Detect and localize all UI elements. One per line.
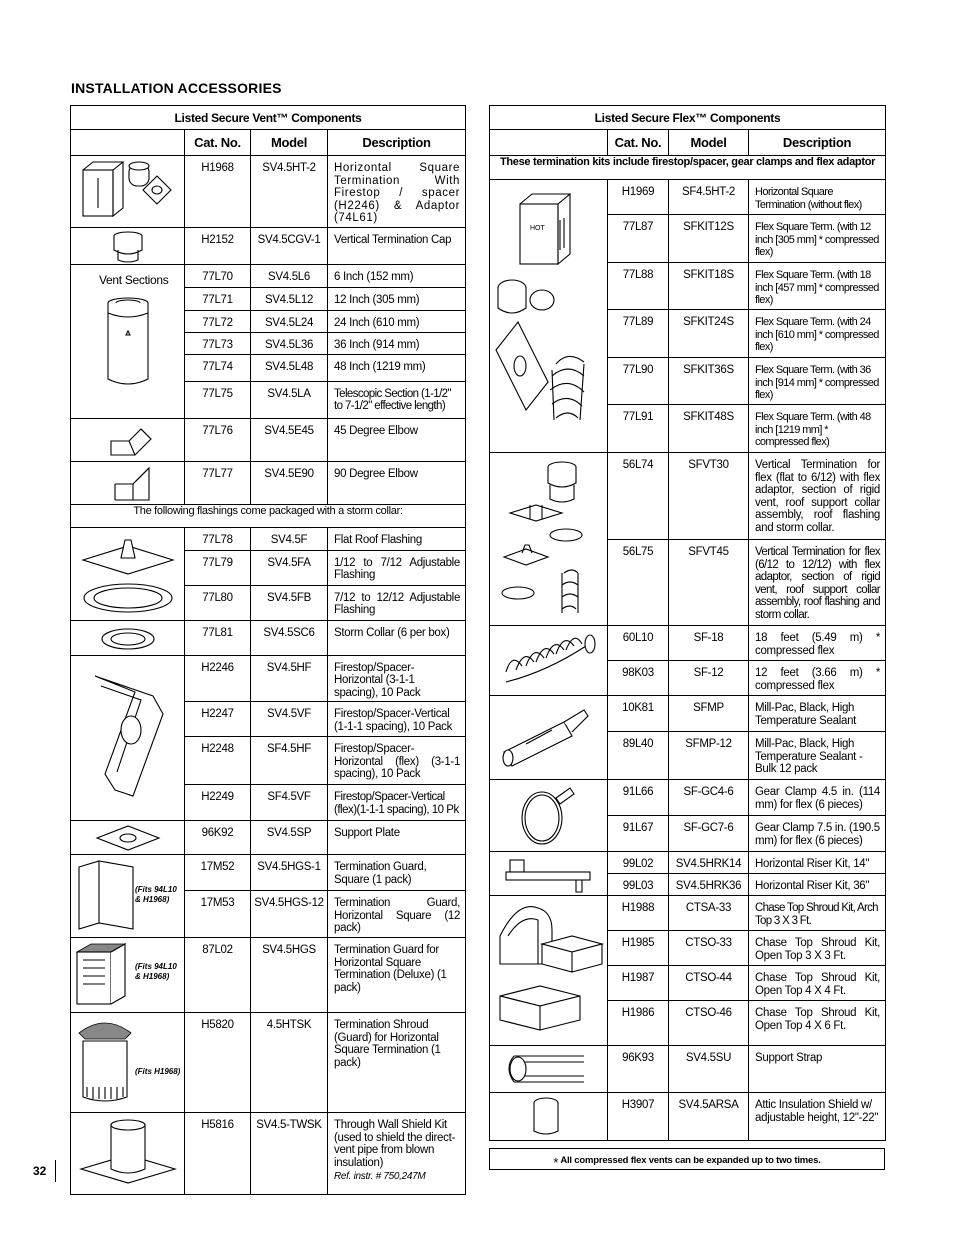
description: Vertical Termination for flex (flat to 6/12) with flex adaptor, section of rigid vent, roof support collar assembly, roof flashing and storm collar. bbox=[749, 453, 886, 540]
section-title: INSTALLATION ACCESSORIES bbox=[71, 80, 282, 96]
cat-no: 77L78 bbox=[185, 527, 251, 550]
ref-instruction: Ref. instr. # 750,247M bbox=[334, 1171, 426, 1182]
cat-no: 91L67 bbox=[608, 816, 669, 852]
table-row bbox=[490, 1093, 886, 1141]
model: SF4.5VF bbox=[251, 785, 328, 821]
table-row bbox=[71, 418, 466, 461]
termination-cap-icon bbox=[71, 228, 185, 265]
description: Vertical Termination Cap bbox=[328, 227, 466, 264]
flex-header-blank bbox=[490, 130, 608, 156]
cat-no: 77L81 bbox=[185, 620, 251, 655]
model: SF-GC7-6 bbox=[669, 816, 749, 852]
cat-no: H1968 bbox=[185, 156, 251, 228]
model: SV4.5HT-2 bbox=[251, 156, 328, 228]
model: SV4.5E90 bbox=[251, 461, 328, 504]
model: SV4.5L48 bbox=[251, 354, 328, 381]
cat-no: 91L66 bbox=[608, 780, 669, 816]
cat-no: H2152 bbox=[185, 227, 251, 264]
flex-header-cat: Cat. No. bbox=[608, 130, 669, 156]
description: Flex Square Term. (with 36 inch [914 mm] * compressed flex) bbox=[749, 358, 886, 405]
attic-insulation-shield-icon bbox=[490, 1093, 608, 1141]
support-plate-icon bbox=[71, 821, 185, 855]
table-row bbox=[71, 620, 466, 655]
cat-no: 77L87 bbox=[608, 215, 669, 263]
table-row bbox=[71, 461, 466, 504]
horizontal-termination-icon bbox=[71, 156, 185, 225]
chase-top-shroud-icon bbox=[490, 896, 608, 1056]
description: Chase Top Shroud Kit, Arch Top 3 X 3 Ft. bbox=[749, 896, 886, 931]
cat-no: H2248 bbox=[185, 737, 251, 785]
support-strap-image bbox=[490, 1046, 608, 1093]
cat-no: 56L75 bbox=[608, 540, 669, 626]
table-row bbox=[490, 896, 886, 931]
model: SV4.5SU bbox=[669, 1046, 749, 1093]
cat-no: H1986 bbox=[608, 1001, 669, 1046]
cat-no: H5816 bbox=[185, 1113, 251, 1195]
description: Gear Clamp 7.5 in. (190.5 mm) for flex (6 pieces) bbox=[749, 816, 886, 852]
elbow-90-image bbox=[71, 461, 185, 504]
model: SV4.5HRK14 bbox=[669, 852, 749, 874]
description: Flat Roof Flashing bbox=[328, 527, 466, 550]
kits-note-text: These termination kits include firestop/spacer, gear clamps and flex adaptor bbox=[499, 156, 876, 168]
model: SFVT45 bbox=[669, 540, 749, 626]
cat-no: H3907 bbox=[608, 1093, 669, 1141]
cat-no: 77L71 bbox=[185, 287, 251, 310]
vent-header-model: Model bbox=[251, 130, 328, 156]
cat-no: H1988 bbox=[608, 896, 669, 931]
page-number: 32 bbox=[33, 1164, 47, 1178]
model: SFVT30 bbox=[669, 453, 749, 540]
description: Termination Guard, Horizontal Square (12 pack) bbox=[328, 891, 466, 938]
table-row bbox=[71, 938, 466, 1013]
elbow-90-icon bbox=[71, 462, 185, 505]
horizontal-riser-icon bbox=[490, 852, 608, 896]
description: 1/12 to 7/12 Adjustable Flashing bbox=[328, 550, 466, 585]
model: SV4.5FB bbox=[251, 585, 328, 620]
description: Flex Square Term. (with 24 inch [610 mm] * compressed flex) bbox=[749, 310, 886, 358]
vent-header-blank bbox=[71, 130, 185, 156]
vent-header-desc: Description bbox=[328, 130, 466, 156]
fits-note: (Fits H1968) bbox=[135, 1067, 181, 1076]
cat-no: 96K92 bbox=[185, 821, 251, 855]
model: SV4.5-TWSK bbox=[251, 1113, 328, 1195]
model: SFMP-12 bbox=[669, 732, 749, 780]
model: SFKIT48S bbox=[669, 405, 749, 453]
cat-no: H2249 bbox=[185, 785, 251, 821]
table-row bbox=[71, 504, 466, 527]
model: CTSO-46 bbox=[669, 1001, 749, 1046]
cat-no: 77L89 bbox=[608, 310, 669, 358]
model: SF4.5HF bbox=[251, 737, 328, 785]
vent-sections-image bbox=[71, 264, 185, 418]
gear-clamp-icon bbox=[490, 780, 608, 852]
description: 24 Inch (610 mm) bbox=[328, 310, 466, 332]
cat-no: 77L88 bbox=[608, 263, 669, 310]
model: SV4.5ARSA bbox=[669, 1093, 749, 1141]
footnote-text: All compressed flex vents can be expanded up to two times. bbox=[560, 1155, 821, 1166]
flex-table-title: Listed Secure Flex™ Components bbox=[490, 106, 886, 130]
secure-vent-table bbox=[70, 105, 466, 1195]
description: Support Plate bbox=[328, 821, 466, 855]
cat-no: 17M53 bbox=[185, 891, 251, 938]
description: Telescopic Section (1-1/2" to 7-1/2" effective length) bbox=[328, 381, 466, 418]
description-cell bbox=[328, 1113, 466, 1195]
model: SV4.5VF bbox=[251, 702, 328, 737]
cat-no: 77L80 bbox=[185, 585, 251, 620]
firestop-spacer-image bbox=[71, 655, 185, 821]
page-rule bbox=[55, 1160, 56, 1182]
model: SV4.5HGS-12 bbox=[251, 891, 328, 938]
table-row bbox=[71, 527, 466, 550]
storm-collar-icon bbox=[71, 621, 185, 656]
cat-no: 98K03 bbox=[608, 661, 669, 696]
cat-no: 89L40 bbox=[608, 732, 669, 780]
description: Firestop/Spacer-Horizontal (3-1-1 spacing), 10 Pack bbox=[328, 655, 466, 702]
horizontal-riser-image bbox=[490, 852, 608, 896]
cat-no: H2247 bbox=[185, 702, 251, 737]
cat-no: 77L77 bbox=[185, 461, 251, 504]
table-row bbox=[71, 1113, 466, 1195]
firestop-spacer-icon bbox=[71, 656, 185, 809]
deluxe-guard-image bbox=[71, 938, 185, 1013]
cat-no: 77L79 bbox=[185, 550, 251, 585]
support-plate-image bbox=[71, 821, 185, 855]
flashing-note: The following flashings come packaged with a storm collar: bbox=[71, 504, 466, 527]
description: Flex Square Term. (with 18 inch [457 mm] * compressed flex) bbox=[749, 263, 886, 310]
cat-no: 77L73 bbox=[185, 332, 251, 354]
elbow-45-image bbox=[71, 418, 185, 461]
table-row bbox=[71, 156, 466, 228]
description: Chase Top Shroud Kit, Open Top 3 X 3 Ft. bbox=[749, 931, 886, 966]
termination-shroud-image bbox=[71, 1013, 185, 1113]
model: CTSO-33 bbox=[669, 931, 749, 966]
model: 4.5HTSK bbox=[251, 1013, 328, 1113]
flex-vertical-termination-icon bbox=[490, 453, 608, 626]
cat-no: 77L91 bbox=[608, 405, 669, 453]
table-row bbox=[490, 1046, 886, 1093]
cat-no: 87L02 bbox=[185, 938, 251, 1013]
cat-no: 77L90 bbox=[608, 358, 669, 405]
description: Firestop/Spacer-Horizontal (flex) (3-1-1 spacing), 10 Pack bbox=[328, 737, 466, 785]
secure-flex-table bbox=[489, 105, 886, 1141]
flex-header-model: Model bbox=[669, 130, 749, 156]
model: SV4.5HF bbox=[251, 655, 328, 702]
model: SFKIT12S bbox=[669, 215, 749, 263]
elbow-45-icon bbox=[71, 419, 185, 462]
description: Gear Clamp 4.5 in. (114 mm) for flex (6 pieces) bbox=[749, 780, 886, 816]
description: Firestop/Spacer-Vertical (flex)(1-1-1 spacing), 10 Pk bbox=[328, 785, 466, 821]
model: SV4.5E45 bbox=[251, 418, 328, 461]
cat-no: 77L72 bbox=[185, 310, 251, 332]
roof-flashing-icon bbox=[71, 528, 185, 621]
cat-no: H5820 bbox=[185, 1013, 251, 1113]
hot-label: HOT bbox=[530, 225, 545, 232]
model: SFKIT24S bbox=[669, 310, 749, 358]
flex-footnote bbox=[489, 1148, 885, 1170]
chase-top-shroud-image bbox=[490, 896, 608, 1046]
through-wall-shield-icon bbox=[71, 1113, 185, 1195]
description: Mill-Pac, Black, High Temperature Sealant - Bulk 12 pack bbox=[749, 732, 886, 780]
model: SV4.5FA bbox=[251, 550, 328, 585]
gear-clamp-image bbox=[490, 780, 608, 852]
flex-square-termination-image bbox=[490, 180, 608, 453]
table-row bbox=[490, 696, 886, 732]
flex-square-termination-icon bbox=[490, 180, 608, 450]
storm-collar-image bbox=[71, 620, 185, 655]
cat-no: H2246 bbox=[185, 655, 251, 702]
cat-no: 77L76 bbox=[185, 418, 251, 461]
roof-flashing-image bbox=[71, 527, 185, 620]
support-strap-icon bbox=[490, 1046, 608, 1093]
compressed-flex-icon bbox=[490, 626, 608, 696]
flex-header-desc: Description bbox=[749, 130, 886, 156]
model: SV4.5L6 bbox=[251, 264, 328, 287]
termination-cap-image bbox=[71, 227, 185, 264]
table-row bbox=[490, 852, 886, 874]
description: 6 Inch (152 mm) bbox=[328, 264, 466, 287]
description: Termination Shroud (Guard) for Horizontal Square Termination (1 pack) bbox=[328, 1013, 466, 1113]
cat-no: 99L03 bbox=[608, 874, 669, 896]
sealant-tube-image bbox=[490, 696, 608, 780]
description: Termination Guard for Horizontal Square Termination (Deluxe) (1 pack) bbox=[328, 938, 466, 1013]
description: Firestop/Spacer-Vertical (1-1-1 spacing), 10 Pack bbox=[328, 702, 466, 737]
description: Support Strap bbox=[749, 1046, 886, 1093]
model: SV4.5SC6 bbox=[251, 620, 328, 655]
fits-note: (Fits 94L10 & H1968) bbox=[135, 885, 177, 904]
model: SV4.5HGS-1 bbox=[251, 855, 328, 891]
cat-no: H1985 bbox=[608, 931, 669, 966]
description: Chase Top Shroud Kit, Open Top 4 X 6 Ft. bbox=[749, 1001, 886, 1046]
through-wall-shield-image bbox=[71, 1113, 185, 1195]
model: SV4.5L24 bbox=[251, 310, 328, 332]
model: SFKIT36S bbox=[669, 358, 749, 405]
sealant-tube-icon bbox=[490, 696, 608, 780]
compressed-flex-image bbox=[490, 626, 608, 696]
model: SF-GC4-6 bbox=[669, 780, 749, 816]
vent-section-pipe-icon bbox=[71, 265, 185, 419]
model: SF-18 bbox=[669, 626, 749, 661]
description: Storm Collar (6 per box) bbox=[328, 620, 466, 655]
description: 12 Inch (305 mm) bbox=[328, 287, 466, 310]
table-row bbox=[71, 655, 466, 702]
model: SV4.5F bbox=[251, 527, 328, 550]
table-row bbox=[71, 821, 466, 855]
model: CTSO-44 bbox=[669, 966, 749, 1001]
termination-shroud-icon bbox=[71, 1013, 185, 1113]
horizontal-termination-image bbox=[71, 156, 185, 228]
description: 12 feet (3.66 m) * compressed flex bbox=[749, 661, 886, 696]
description: Horizontal Square Termination (without flex) bbox=[749, 180, 886, 215]
cat-no: 77L75 bbox=[185, 381, 251, 418]
table-row bbox=[490, 780, 886, 816]
description: Vertical Termination for flex (6/12 to 12/12) with flex adaptor, section of rigid vent, roof support collar assembly, roof flashing and storm collar. bbox=[749, 540, 886, 626]
flex-vertical-termination-image bbox=[490, 453, 608, 626]
table-row bbox=[71, 264, 466, 287]
model: SF-12 bbox=[669, 661, 749, 696]
model: CTSA-33 bbox=[669, 896, 749, 931]
table-row bbox=[490, 180, 886, 215]
description: Flex Square Term. (with 48 inch [1219 mm] * compressed flex) bbox=[749, 405, 886, 453]
cat-no: 77L70 bbox=[185, 264, 251, 287]
model: SFKIT18S bbox=[669, 263, 749, 310]
model: SV4.5CGV-1 bbox=[251, 227, 328, 264]
description: 90 Degree Elbow bbox=[328, 461, 466, 504]
model: SV4.5SP bbox=[251, 821, 328, 855]
description: Horizontal Square Termination With Firestop / spacer (H2246) & Adaptor (74L61) bbox=[328, 156, 466, 228]
description: Horizontal Riser Kit, 14" bbox=[749, 852, 886, 874]
description: Through Wall Shield Kit (used to shield the direct-vent pipe from blown insulation) bbox=[334, 1119, 456, 1169]
model: SF4.5HT-2 bbox=[669, 180, 749, 215]
table-row bbox=[71, 227, 466, 264]
model: SV4.5L12 bbox=[251, 287, 328, 310]
cat-no: 96K93 bbox=[608, 1046, 669, 1093]
description: Chase Top Shroud Kit, Open Top 4 X 4 Ft. bbox=[749, 966, 886, 1001]
cat-no: H1987 bbox=[608, 966, 669, 1001]
description: 45 Degree Elbow bbox=[328, 418, 466, 461]
kits-note bbox=[490, 156, 886, 180]
model: SV4.5HRK36 bbox=[669, 874, 749, 896]
table-row bbox=[490, 156, 886, 180]
description: 7/12 to 12/12 Adjustable Flashing bbox=[328, 585, 466, 620]
description: Flex Square Term. (with 12 inch [305 mm] * compressed flex) bbox=[749, 215, 886, 263]
cat-no: 17M52 bbox=[185, 855, 251, 891]
fits-note: (Fits 94L10 & H1968) bbox=[135, 962, 177, 981]
cat-no: H1969 bbox=[608, 180, 669, 215]
description: 18 feet (5.49 m) * compressed flex bbox=[749, 626, 886, 661]
model: SV4.5LA bbox=[251, 381, 328, 418]
table-row bbox=[71, 1013, 466, 1113]
vent-header-cat: Cat. No. bbox=[185, 130, 251, 156]
description: Horizontal Riser Kit, 36" bbox=[749, 874, 886, 896]
description: Attic Insulation Shield w/ adjustable height, 12"-22" bbox=[749, 1093, 886, 1141]
description: Mill-Pac, Black, High Temperature Sealant bbox=[749, 696, 886, 732]
vent-sections-label: Vent Sections bbox=[99, 272, 169, 287]
description: Termination Guard, Square (1 pack) bbox=[328, 855, 466, 891]
cat-no: 99L02 bbox=[608, 852, 669, 874]
vent-table-title: Listed Secure Vent™ Components bbox=[71, 106, 466, 130]
attic-insulation-shield-image bbox=[490, 1093, 608, 1141]
model: SV4.5HGS bbox=[251, 938, 328, 1013]
description: 36 Inch (914 mm) bbox=[328, 332, 466, 354]
footnote-mark: * bbox=[553, 1155, 559, 1170]
table-row bbox=[71, 855, 466, 891]
table-row bbox=[490, 626, 886, 661]
cat-no: 10K81 bbox=[608, 696, 669, 732]
termination-guard-image bbox=[71, 855, 185, 938]
cat-no: 77L74 bbox=[185, 354, 251, 381]
cat-no: 60L10 bbox=[608, 626, 669, 661]
model: SFMP bbox=[669, 696, 749, 732]
table-row bbox=[490, 453, 886, 540]
cat-no: 56L74 bbox=[608, 453, 669, 540]
description: 48 Inch (1219 mm) bbox=[328, 354, 466, 381]
model: SV4.5L36 bbox=[251, 332, 328, 354]
